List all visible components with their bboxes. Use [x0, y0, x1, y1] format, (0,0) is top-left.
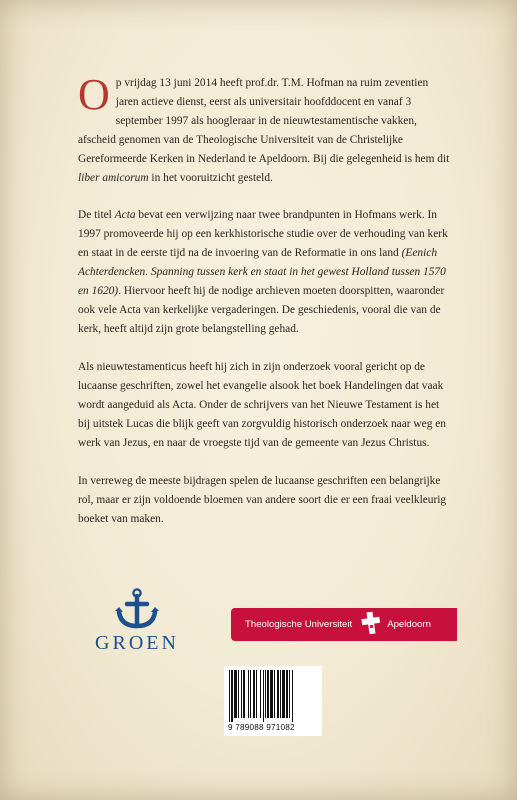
- isbn-barcode: [224, 666, 322, 736]
- barcode-bars: [228, 670, 310, 722]
- barcode-bar: [292, 670, 293, 722]
- barcode-bar: [280, 670, 281, 718]
- barcode-bar: [241, 670, 242, 718]
- paragraph-2-italic-acta: Acta: [114, 209, 136, 221]
- barcode-bar: [265, 670, 266, 718]
- paragraph-1-italic: liber amicorum: [78, 172, 149, 184]
- isbn-number: 9 789088 971082: [228, 723, 295, 732]
- barcode-bar: [243, 670, 245, 718]
- paragraph-2-text-b: bevat een verwijzing naar twee brandpunten in Hofmans werk. In 1997 promoveerde hij op een kerkhistorische studie over de verhouding van kerk en staat in de eerste tijd na de invoering van de Reformatie in ons land: [78, 209, 448, 259]
- institution-name-right: Apeldoorn: [387, 619, 431, 630]
- barcode-bar: [260, 670, 261, 718]
- barcode-bar: [229, 670, 230, 722]
- barcode-bar: [234, 670, 237, 718]
- barcode-bar: [263, 670, 264, 722]
- paragraph-1-text-a: p vrijdag 13 juni 2014 heeft prof.dr. T.M. Hofman na ruim zeventien jaren actieve dienst, eerst als universitair hoofddocent en vanaf 3 september 1997 als hoogleraar in de nieuwtestamentische vakken, afscheid genomen van de Theologische Universiteit van de Christelijke Gereformeerde Kerken in Nederland te Apeldoorn. Bij die gelegenheid is hem dit: [78, 77, 450, 165]
- barcode-bar: [289, 670, 290, 718]
- barcode-bar: [286, 670, 288, 718]
- institution-name-left: Theologische Universiteit: [245, 619, 353, 630]
- publisher-name: GROEN: [95, 632, 179, 654]
- anchor-icon: [92, 588, 182, 630]
- barcode-bar: [253, 670, 255, 718]
- paragraph-2-text-c: . Hiervoor heeft hij de nodige archieven moeten doorspitten, waaronder ook vele Acta van kerkelijke vergaderingen. De geschiedenis, vooral die van de kerk, heeft altijd zijn grote belangstelling gehad.: [78, 285, 445, 335]
- barcode-bar: [282, 670, 285, 718]
- paragraph-2-italic-title: (Eenich Achterdencken. Spanning tussen kerk en staat in het gewest Holland tussen 1570 en 1620): [78, 247, 446, 297]
- barcode-bar: [277, 670, 279, 718]
- paragraph-2: [78, 206, 450, 339]
- barcode-bar: [274, 670, 275, 718]
- publisher-logo: [92, 588, 182, 655]
- barcode-bar: [238, 670, 239, 718]
- barcode-bar: [270, 670, 273, 718]
- barcode-bar: [248, 670, 249, 718]
- institution-badge: [231, 608, 457, 641]
- cross-icon: [360, 611, 382, 638]
- paragraph-4: In verreweg de meeste bijdragen spelen de lucaanse geschriften een belangrijke rol, maar er zijn voldoende bloemen van andere soort die er een fraai veelkleurig boeket van maken.: [78, 475, 447, 525]
- barcode-bar: [231, 670, 233, 722]
- paragraph-1: [78, 70, 450, 188]
- barcode-bar: [267, 670, 269, 718]
- paragraph-2-text-a: De titel: [78, 209, 115, 221]
- paragraph-3: Als nieuwtestamenticus heeft hij zich in zijn onderzoek vooral gericht op de lucaanse geschriften, zowel het evangelie alsook het boek Handelingen dat vaak wordt aangeduid als Acta. Onder de schrijvers van het Nieuwe Testament is het bij uitstek Lucas die blijk geeft van zorgvuldig historisch onderzoek naar weg en werk van Jezus, en naar de vroegste tijd van de gemeente van Jezus Christus.: [78, 361, 446, 449]
- blurb-text: [78, 70, 450, 548]
- drop-cap: O: [78, 70, 110, 119]
- paragraph-1-text-b: in het vooruitzicht gesteld.: [148, 172, 273, 184]
- barcode-bar: [250, 670, 251, 718]
- barcode-bar: [256, 670, 257, 718]
